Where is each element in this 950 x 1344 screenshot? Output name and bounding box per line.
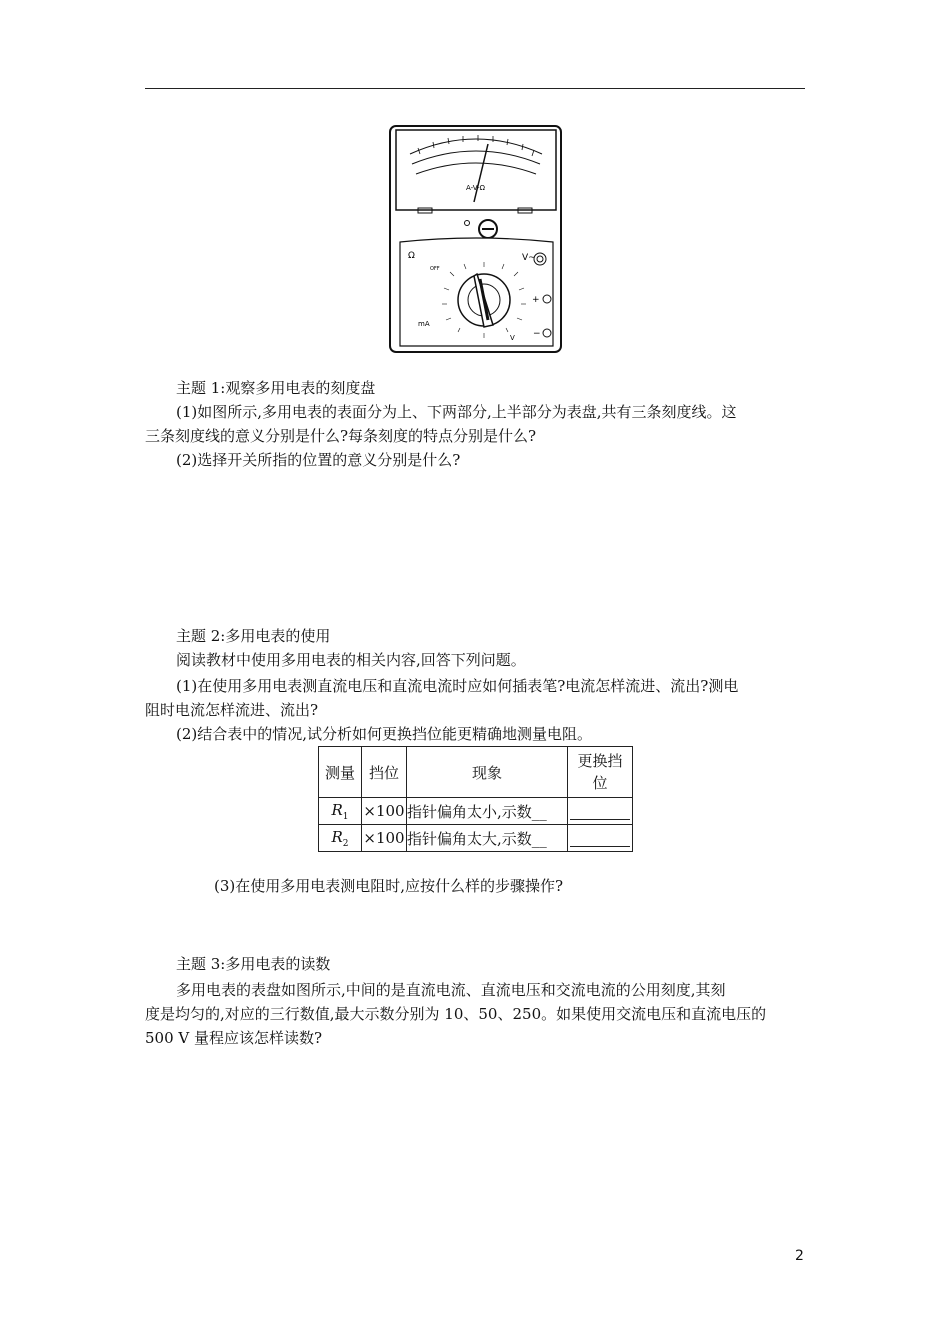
table-header-cell: 挡位: [362, 747, 407, 798]
plus-label: +: [532, 295, 540, 305]
dial-label: A-V-Ω: [466, 184, 486, 192]
topic3-title: 主题 3:多用电表的读数: [176, 955, 331, 973]
header-line: 位: [592, 774, 608, 792]
topic2-intro: 阅读教材中使用多用电表的相关内容,回答下列问题。: [176, 651, 526, 669]
table-cell-phenomenon: 指针偏角太小,示数__: [407, 798, 568, 825]
resistor-symbol: R: [331, 827, 343, 846]
ohm-symbol: Ω: [408, 251, 415, 261]
topic1-title: 主题 1:观察多用电表的刻度盘: [176, 379, 376, 397]
table-cell-gear: ×100: [362, 825, 407, 852]
topic1-q1-line2: 三条刻度线的意义分别是什么?每条刻度的特点分别是什么?: [145, 427, 537, 445]
table-header-cell: 测量: [319, 747, 362, 798]
topic3-line1: 多用电表的表盘如图所示,中间的是直流电流、直流电压和交流电流的公用刻度,其刻: [176, 981, 726, 999]
multimeter-figure: [388, 124, 563, 354]
table-cell-measure: [319, 798, 362, 825]
topic3-line3: 500 V 量程应该怎样读数?: [145, 1029, 323, 1047]
v-dc-label: V: [510, 334, 515, 342]
off-label: OFF: [430, 266, 440, 272]
header-rule: [145, 88, 805, 89]
header-line: 更换挡: [577, 752, 623, 770]
topic1-q1-line1: (1)如图所示,多用电表的表面分为上、下两部分,上半部分为表盘,共有三条刻度线。这: [176, 403, 737, 421]
gear-table: [318, 746, 633, 852]
resistor-subscript: 2: [342, 838, 349, 849]
topic3-line2: 度是均匀的,对应的三行数值,最大示数分别为 10、50、250。如果使用交流电压和直流电压的: [145, 1005, 767, 1023]
topic2-q2: (2)结合表中的情况,试分析如何更换挡位能更精确地测量电阻。: [176, 725, 593, 743]
table-header-cell: [568, 747, 633, 798]
table-row: [319, 825, 633, 852]
table-row: [319, 798, 633, 825]
page-number: 2: [795, 1248, 804, 1264]
topic1-q2: (2)选择开关所指的位置的意义分别是什么?: [176, 451, 461, 469]
table-header-cell: 现象: [407, 747, 568, 798]
answer-blank[interactable]: [570, 830, 630, 847]
table-cell-answer: [568, 825, 633, 852]
v-ac-label: V~: [522, 253, 536, 263]
resistor-subscript: 1: [342, 811, 349, 822]
table-cell-answer: [568, 798, 633, 825]
topic2-q1-line1: (1)在使用多用电表测直流电压和直流电流时应如何插表笔?电流怎样流进、流出?测电: [176, 677, 739, 695]
table-header-row: [319, 747, 633, 798]
resistor-symbol: R: [331, 800, 343, 819]
topic2-q1-line2: 阻时电流怎样流进、流出?: [145, 701, 319, 719]
table-cell-measure: [319, 825, 362, 852]
table-cell-phenomenon: 指针偏角太大,示数__: [407, 825, 568, 852]
topic2-q3: (3)在使用多用电表测电阻时,应按什么样的步骤操作?: [214, 877, 564, 895]
topic2-title: 主题 2:多用电表的使用: [176, 627, 331, 645]
table-cell-gear: ×100: [362, 798, 407, 825]
answer-blank[interactable]: [570, 803, 630, 820]
minus-label: −: [533, 329, 541, 339]
ma-label: mA: [418, 320, 430, 328]
